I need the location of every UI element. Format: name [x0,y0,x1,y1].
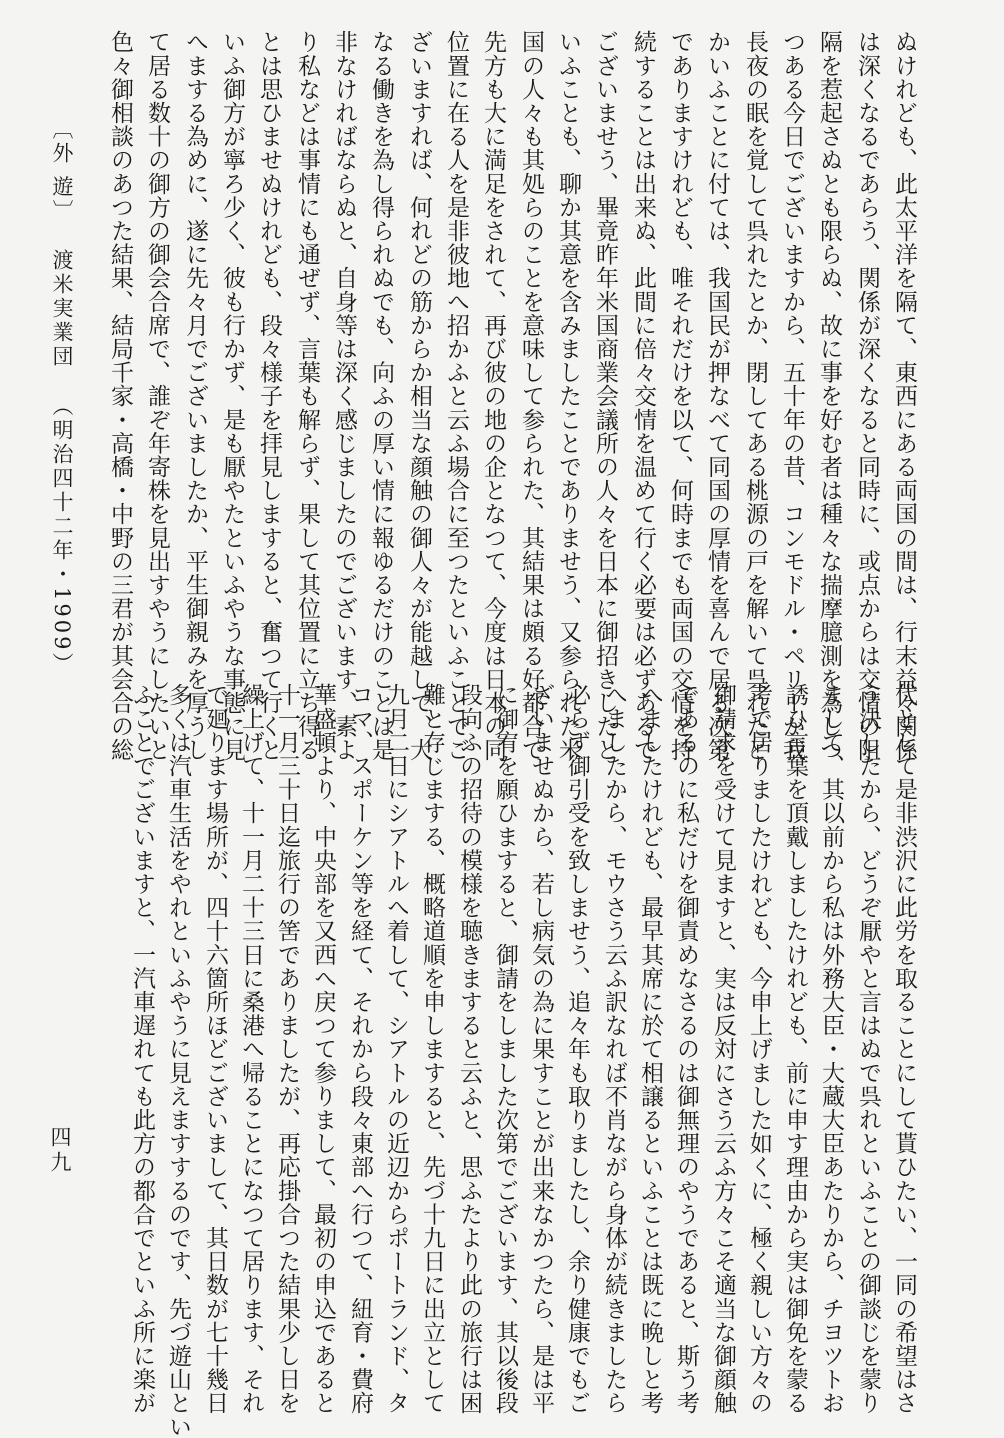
text-column: は深くなるであらう、関係が深くなると同時に、或点からは交情の阻 [854,30,880,762]
text-column: へましたけれども、最早其席に於て相譲るといふことは既に晩しと考 [637,683,663,1415]
page-number: 四九 [48,1126,72,1176]
text-column: 段向ふの招待の模様を聴きますると云ふと、思ふたより此の旅行は困 [456,683,482,1415]
text-column: ざいませぬから、若し病気の為に果すことが出来なかつたら、是は平 [528,683,554,1415]
text-column: う決したから、どうぞ厭やと言はぬで呉れといふことの御談じを蒙り [855,683,881,1415]
text-column: 御請求を受けて見ますと、実は反対にさう云ふ方々こそ適当な御顔触 [710,683,736,1415]
text-column: なる働きを為し得られぬでも、向ふの厚い情に報ゆるだけのことは是 [368,30,394,762]
text-column: とは思ひませぬけれども、段々様子を拝見しますると、奮つて行くと [256,30,282,762]
text-column: へまする為めに、遂に先々月でございましたか、平生御親みを厚うし [182,30,208,762]
text-column: 誘ひ言葉を頂戴しましたけれども、前に申す理由から実は御免を蒙る [782,683,808,1415]
text-column: 位置に在る人を是非彼地へ招かふと云ふ場合に至つたといふことでご [443,30,469,762]
text-column: 九月二日にシアトルへ着して、シアトルの近辺からポートランド、タ [383,683,409,1415]
text-column: いふことも、聊か其意を含みましたことでありませう、又参られた米 [555,30,581,762]
text-column: 繰上げて、十一月二十三日に桑港へ帰ることになつて居ります、それ [238,683,264,1415]
text-column: 長夜の眠を覚して呉れたとか、閉してある桃源の戸を解いて呉れたと [742,30,768,762]
header-date: （明治四十二年・1909） [50,395,74,677]
text-column: コマ、スポーケン等を経て、それから段々東部へ行つて、紐育・費府 [347,683,373,1415]
running-header [47,118,77,693]
text-column: 必らず御引受を致しませう、追々年も取りましたし、余り健康でもご [564,683,590,1415]
text-column: 十一月三十日迄旅行の筈でありましたが、再応掛合つた結果少し日を [274,683,300,1415]
text-column: 難と存じまする、概略道順を申しますると、先づ十九日に出立として [419,683,445,1415]
header-section: 〔外 遊〕 [50,118,74,224]
text-column: 非なければならぬと、自身等は深く感じましたのでございます、素よ [331,30,357,762]
text-column: 多くは汽車生活をやれといふやうに見えますするのです、先づ遊山とい [165,683,191,1438]
text-column: 色々御相談のあつた結果、結局千家・高橋・中野の三君が其会合の総 [107,30,133,762]
text-column: て居る数十の御方の御会合席で、誰ぞ年寄株を見出すやうにしたいと [144,30,170,762]
text-column: 先方も大に満足をされて、再び彼の地の企となつて、今度は日本の同 [480,30,506,762]
text-column: まして、其以前から私は外務大臣・大蔵大臣あたりから、チヨツトお [818,683,844,1415]
text-column: に御宥を願ひますると、御請をしました次第でございます、其以後段 [492,683,518,1415]
text-column: で廻ります場所が、四十六箇所ほどございまして、其日数が七十幾日 [202,683,228,1415]
text-column: ございませう、畢竟昨年米国商業会議所の人々を日本に御招きしたと [592,30,618,762]
text-column: り私などは事情にも通ぜず、言葉も解らず、果して其位置に立ち得る [294,30,320,762]
text-column: であるのに私だけを御責めなさるのは御無理のやうであると、斯う考 [673,683,699,1415]
text-column: 華盛頓より、中央部を又西へ戻つて参りまして、最初の申込であると [310,683,336,1415]
text-column: ざいますれば、何れどの筋からか相当な顔触の御人々が能越して、大 [406,30,432,762]
text-column: かいふことに付ては、我国民が押なべて同国の厚情を喜んで居る次第 [704,30,730,762]
text-column: 国の人々も其処らのことを意味して参られた、其結果は頗る好都合で [518,30,544,762]
text-column: つある今日でございますから、五十年の昔、コンモドル・ペリーが我 [779,30,805,762]
text-column: 続することは出来ぬ、此間に倍々交情を温めて行く必要は必ずあるで [630,30,656,762]
text-column: ふことでございますと、一汽車遅れても此方の都合でといふ所に楽が [129,683,155,1415]
text-column: 代として是非渋沢に此労を取ることにして貰ひたい、一同の希望はさ [891,683,917,1415]
header-title: 渡米実業団 [50,249,74,370]
text-column: いふ御方が寧ろ少く、彼も行かず、是も厭やたといふやうな事態に見 [219,30,245,762]
text-column: 考で居りましたけれども、今申上げました如くに、極く親しい方々の [746,683,772,1415]
text-column: へましたから、モウさう云ふ訳なれば不肖ながら身体が続きましたら [601,683,627,1415]
text-column: でありますけれども、唯それだけを以て、何時までも両国の交情を持 [667,30,693,762]
text-column: ぬけれども、此太平洋を隔て、東西にある両国の間は、行末益々関係 [891,30,917,762]
text-column: 隔を惹起さぬとも限らぬ、故に事を好む者は種々な揣摩臆測を為しつ [816,30,842,762]
